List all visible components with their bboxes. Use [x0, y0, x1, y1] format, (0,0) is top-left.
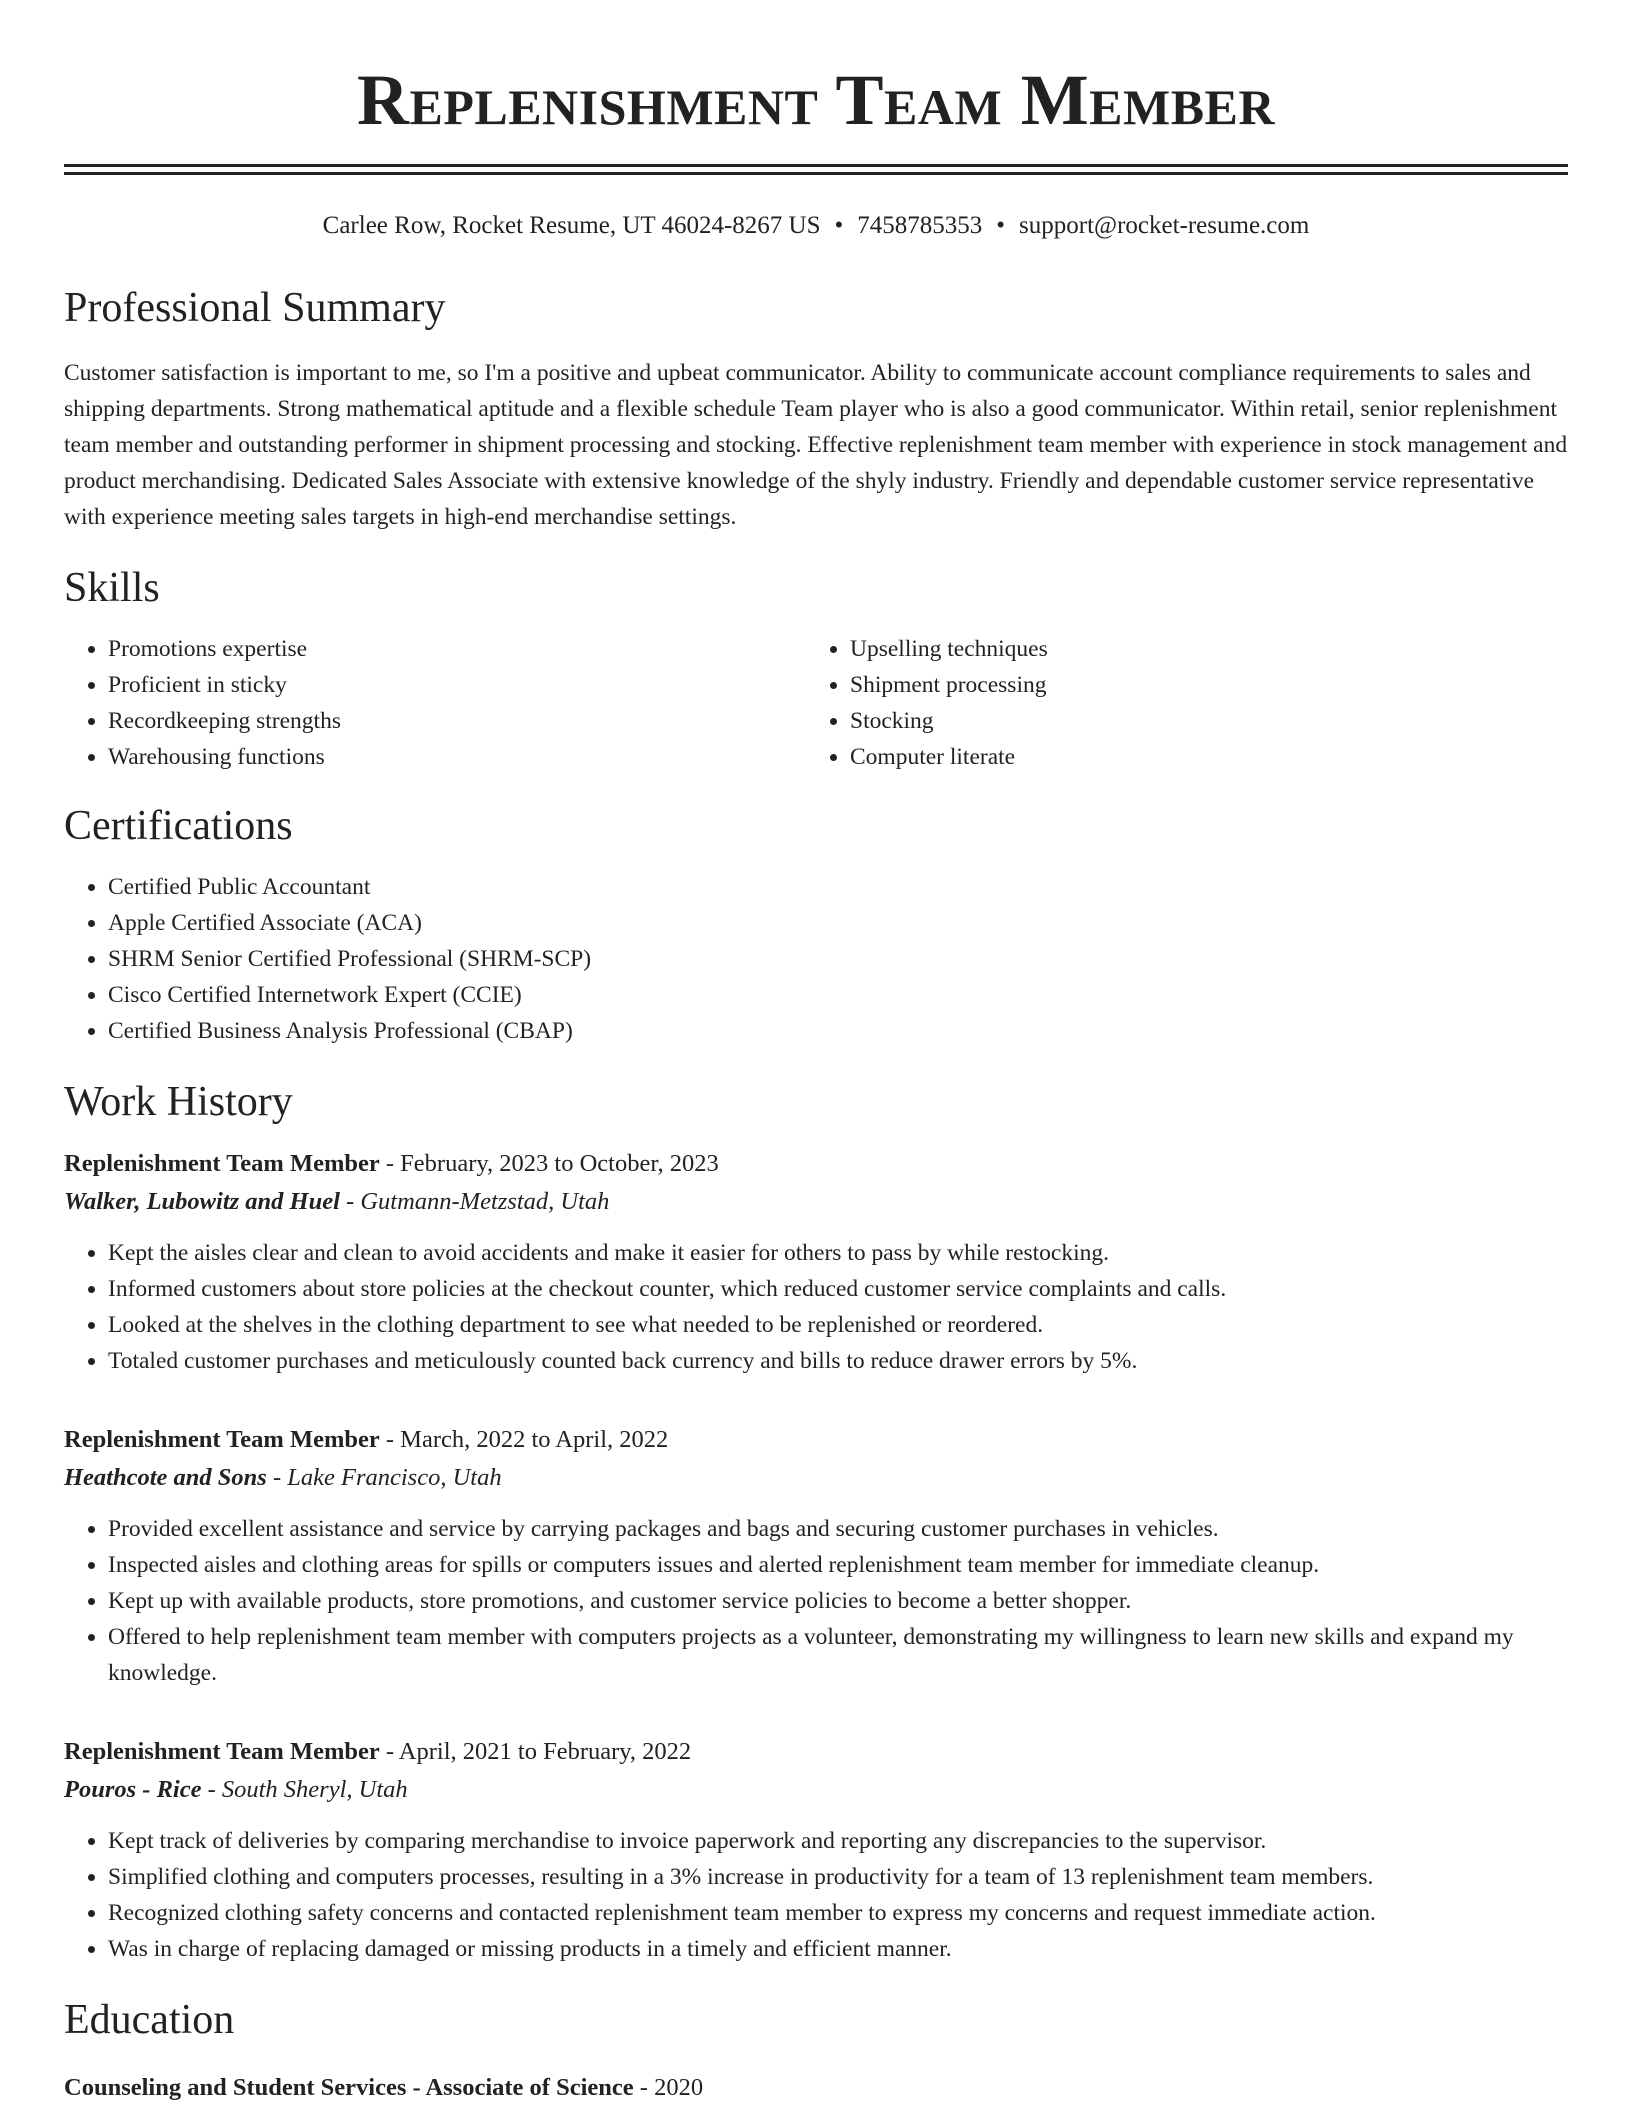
skills-grid [64, 631, 1568, 775]
job-duty: • Recognized clothing safety concerns and contacted replenishment team member to express my concerns and request immediate action. [108, 1895, 1568, 1931]
header-divider [64, 164, 1568, 175]
certifications-list [64, 869, 1568, 1049]
skill-item: • Upselling techniques [850, 631, 1548, 667]
certification-item: • Certified Business Analysis Professional (CBAP) [108, 1013, 1568, 1049]
job-duty: • Looked at the shelves in the clothing department to see what needed to be replenished or reordered. [108, 1307, 1568, 1343]
job-duties [64, 1511, 1568, 1691]
job-dates: - April, 2021 to February, 2022 [379, 1738, 692, 1765]
job-header [64, 1145, 1568, 1183]
contact-separator: • [834, 212, 844, 239]
education-field: Counseling and Student Services [64, 2074, 407, 2101]
job-duty: • Totaled customer purchases and meticulously counted back currency and bills to reduce drawer errors by 5%. [108, 1343, 1568, 1379]
job-duty: • Kept the aisles clear and clean to avoid accidents and make it easier for others to pass by while restocking. [108, 1235, 1568, 1271]
job-header [64, 1421, 1568, 1459]
summary-text: Customer satisfaction is important to me, so I'm a positive and upbeat communicator. Ability to communicate account compliance requirements to sales and shipping departments. Strong mathematical aptitude and a flexible schedule Team player who is also a good communicator. Within retail, senior replenishment team member and outstanding performer in shipment processing and stocking. Effective replenishment team member with experience in stock management and product merchandising. Dedicated Sales Associate with extensive knowledge of the shyly industry. Friendly and dependable customer service representative with experience meeting sales targets in high-end merchandise settings. [64, 360, 1568, 530]
job-employer [64, 1771, 1568, 1809]
skills-heading: Skills [64, 565, 160, 611]
contact-phone: 7458785353 [857, 212, 983, 239]
summary-heading: Professional Summary [64, 285, 446, 331]
job-employer [64, 1183, 1568, 1221]
job-location: - Gutmann-Metzstad, Utah [339, 1188, 610, 1215]
contact-email[interactable]: support@rocket-resume.com [1019, 212, 1310, 239]
skill-item: • Shipment processing [850, 667, 1548, 703]
certification-item: • Cisco Certified Internetwork Expert (CCIE) [108, 977, 1568, 1013]
skill-item: • Recordkeeping strengths [108, 703, 806, 739]
job-duty: • Offered to help replenishment team member with computers projects as a volunteer, demonstrating my willingness to learn new skills and expand my knowledge. [108, 1619, 1568, 1691]
job-duty: • Provided excellent assistance and service by carrying packages and bags and securing customer purchases in vehicles. [108, 1511, 1568, 1547]
job-duty: • Informed customers about store policies at the checkout counter, which reduced customer service complaints and calls. [108, 1271, 1568, 1307]
job-duty: • Inspected aisles and clothing areas for spills or computers issues and alerted replenishment team member for immediate cleanup. [108, 1547, 1568, 1583]
education-heading: Education [64, 1997, 235, 2043]
job-dates: - March, 2022 to April, 2022 [379, 1426, 669, 1453]
job-company: Pouros - Rice [64, 1776, 202, 1803]
job-employer [64, 1459, 1568, 1497]
job-duties [64, 1823, 1568, 1967]
job-header [64, 1733, 1568, 1771]
skill-item: • Promotions expertise [108, 631, 806, 667]
education-degree: Associate of Science [425, 2074, 634, 2101]
skill-item: • Warehousing functions [108, 739, 806, 775]
job-location: - South Sheryl, Utah [201, 1776, 408, 1803]
job-company: Walker, Lubowitz and Huel [64, 1188, 340, 1215]
certifications-heading: Certifications [64, 803, 293, 849]
work-history-heading: Work History [64, 1079, 293, 1125]
job-entry [64, 1421, 1568, 1691]
skill-item: • Computer literate [850, 739, 1548, 775]
education-entry: Counseling and Student Services - Associate of Science - 2020 [64, 2074, 704, 2101]
job-duty: • Kept up with available products, store promotions, and customer service policies to become a better shopper. [108, 1583, 1568, 1619]
job-duty: • Kept track of deliveries by comparing merchandise to invoice paperwork and reporting any discrepancies to the supervisor. [108, 1823, 1568, 1859]
job-duty: • Was in charge of replacing damaged or missing products in a timely and efficient manner. [108, 1931, 1568, 1967]
contact-separator: • [996, 212, 1006, 239]
contact-address: Carlee Row, Rocket Resume, UT 46024-8267 US [322, 212, 821, 239]
job-entry [64, 1145, 1568, 1379]
certification-item: • SHRM Senior Certified Professional (SHRM-SCP) [108, 941, 1568, 977]
education-year: - 2020 [633, 2074, 704, 2101]
skills-column-right [806, 631, 1548, 775]
contact-line [64, 209, 1568, 243]
job-role: Replenishment Team Member [64, 1426, 380, 1453]
job-duties [64, 1235, 1568, 1379]
job-role: Replenishment Team Member [64, 1738, 380, 1765]
certification-item: • Certified Public Accountant [108, 869, 1568, 905]
job-company: Heathcote and Sons [64, 1464, 267, 1491]
job-dates: - February, 2023 to October, 2023 [379, 1150, 719, 1177]
candidate-name: Replenishment Team Member [356, 60, 1276, 140]
skill-item: • Proficient in sticky [108, 667, 806, 703]
skill-item: • Stocking [850, 703, 1548, 739]
job-role: Replenishment Team Member [64, 1150, 380, 1177]
job-location: - Lake Francisco, Utah [266, 1464, 502, 1491]
skills-column-left [64, 631, 806, 775]
job-duty: • Simplified clothing and computers processes, resulting in a 3% increase in productivity for a team of 13 replenishment team members. [108, 1859, 1568, 1895]
job-entry [64, 1733, 1568, 1967]
certification-item: • Apple Certified Associate (ACA) [108, 905, 1568, 941]
